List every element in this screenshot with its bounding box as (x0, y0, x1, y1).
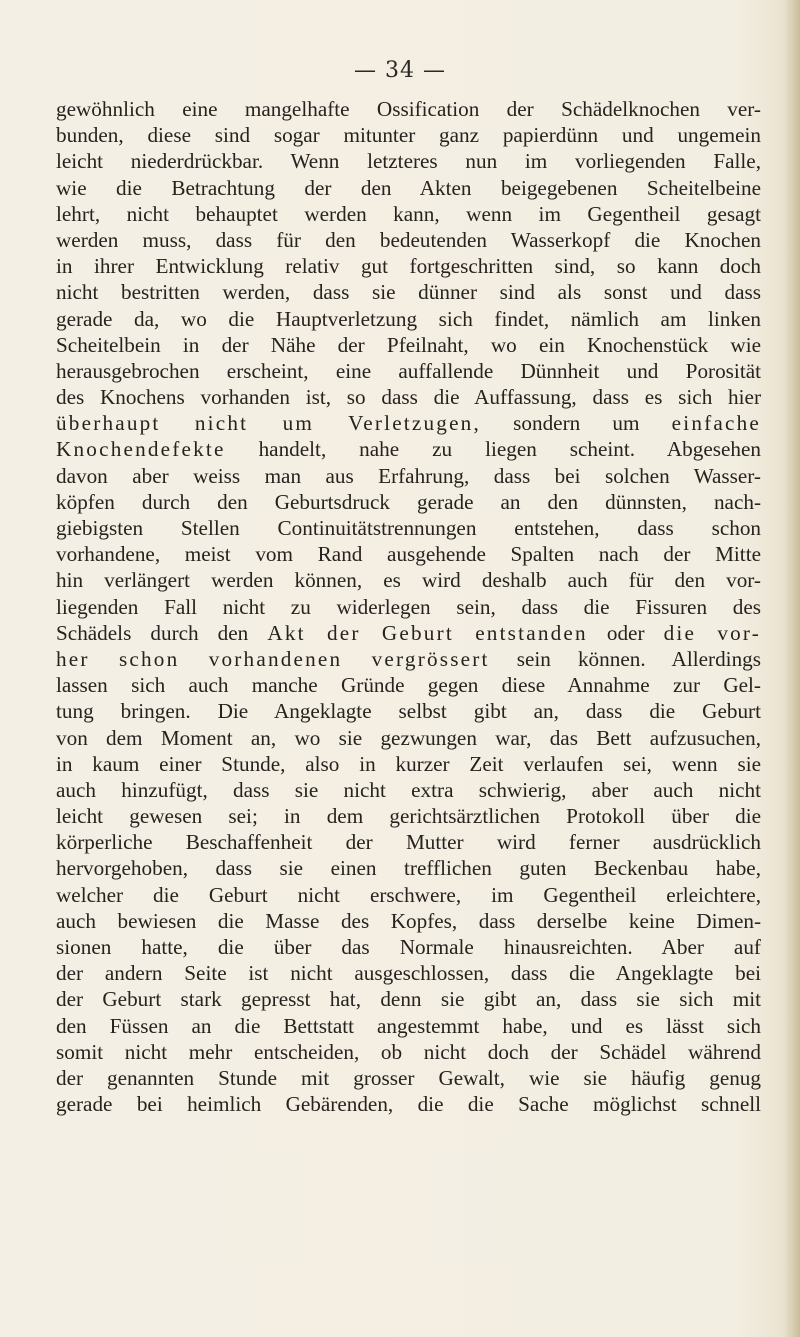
text-line: sionen hatte, die über das Normale hinausreichten. Aber auf (56, 935, 761, 959)
text-line: lassen sich auch manche Gründe gegen diese Annahme zur Gel- (56, 673, 761, 698)
text-line: köpfen durch den Geburtsdruck gerade an den dünnsten, nach- (56, 489, 761, 514)
text-line: liegenden Fall nicht zu widerlegen sein, dass die Fissuren des (56, 594, 761, 619)
text-line-emphasis (56, 620, 761, 646)
spaced-emphasis: Knochendefekte (56, 437, 226, 462)
text-line: in kaum einer Stunde, also in kurzer Zeit verlaufen sei, wenn sie (56, 751, 761, 776)
text-line: der andern Seite ist nicht ausgeschlossen, dass die Angeklagte bei (56, 961, 761, 986)
text-line: bunden, diese sind sogar mitunter ganz papierdünn und ungemein (56, 123, 761, 148)
text-run: handelt, nahe zu liegen scheint. Abgesehen (225, 437, 761, 462)
text-line: von dem Moment an, wo sie gezwungen war, das Bett aufzusuchen, (56, 725, 761, 750)
page-number: — 34 — (354, 58, 446, 83)
text-line: leicht niederdrückbar. Wenn letzteres nun im vorliegenden Falle, (56, 149, 761, 174)
text-line: des Knochens vorhanden ist, so dass die Auffassung, dass es sich hier (56, 385, 761, 410)
text-line: gerade bei heimlich Gebärenden, die die Sache möglichst schnell (56, 1092, 761, 1117)
text-line: wie die Betrachtung der den Akten beigegebenen Scheitelbeine (56, 175, 761, 200)
text-line: nicht bestritten werden, dass sie dünner sind als sonst und dass (56, 280, 761, 305)
page-edge-shadow (784, 0, 800, 1337)
text-line: werden muss, dass für den bedeutenden Wasserkopf die Knochen (56, 227, 761, 252)
text-run: Schädels durch den (56, 620, 268, 645)
text-line: der genannten Stunde mit grosser Gewalt, wie sie häufig genug (56, 1065, 761, 1090)
text-line: in ihrer Entwicklung relativ gut fortgeschritten sind, so kann doch (56, 254, 761, 279)
text-line: Scheitelbein in der Nähe der Pfeilnaht, wo ein Knochenstück wie (56, 332, 761, 357)
text-line: körperliche Beschaffenheit der Mutter wird ferner ausdrücklich (56, 830, 761, 855)
text-line: leicht gewesen sei; in dem gerichtsärztlichen Protokoll über die (56, 804, 761, 829)
text-run: sein können. Allerdings (489, 646, 761, 671)
text-line: tung bringen. Die Angeklagte selbst gibt an, dass die Geburt (56, 699, 761, 724)
text-line: hin verlängert werden können, es wird deshalb auch für den vor- (56, 568, 761, 593)
text-line: davon aber weiss man aus Erfahrung, dass bei solchen Wasser- (56, 463, 761, 488)
text-line: gerade da, wo die Hauptverletzung sich findet, nämlich am linken (56, 306, 761, 331)
body-text (56, 96, 761, 1117)
text-line: vorhandene, meist vom Rand ausgehende Spalten nach der Mitte (56, 542, 761, 567)
text-line-emphasis (56, 646, 761, 672)
spaced-emphasis: Akt der Geburt entstanden (267, 620, 588, 645)
text-run: oder (587, 620, 664, 645)
spaced-emphasis: überhaupt nicht um Verletzugen, (56, 411, 481, 436)
text-line: auch hinzufügt, dass sie nicht extra schwierig, aber auch nicht (56, 777, 761, 802)
text-line: den Füssen an die Bettstatt angestemmt habe, und es lässt sich (56, 1013, 761, 1038)
text-line: giebigsten Stellen Continuitätstrennungen entstehen, dass schon (56, 516, 761, 540)
text-line: welcher die Geburt nicht erschwere, im Gegentheil erleichtere, (56, 882, 761, 907)
text-line: lehrt, nicht behauptet werden kann, wenn im Gegentheil gesagt (56, 201, 761, 226)
text-line: somit nicht mehr entscheiden, ob nicht doch der Schädel während (56, 1039, 761, 1064)
text-line: hervorgehoben, dass sie einen trefflichen guten Beckenbau habe, (56, 856, 761, 881)
text-line: auch bewiesen die Masse des Kopfes, dass derselbe keine Dimen- (56, 908, 761, 933)
text-line: der Geburt stark gepresst hat, denn sie gibt an, dass sie sich mit (56, 987, 761, 1012)
spaced-emphasis: her schon vorhandenen vergrössert (56, 646, 490, 671)
spaced-emphasis: die vor- (663, 620, 762, 645)
text-run: sondern um (480, 411, 672, 436)
text-line-emphasis (56, 410, 761, 436)
text-line: gewöhnlich eine mangelhafte Ossification der Schädelknochen ver- (56, 97, 761, 121)
text-line: herausgebrochen erscheint, eine auffallende Dünnheit und Porosität (56, 358, 761, 383)
spaced-emphasis: einfache (671, 411, 761, 436)
text-line-emphasis (56, 436, 761, 462)
